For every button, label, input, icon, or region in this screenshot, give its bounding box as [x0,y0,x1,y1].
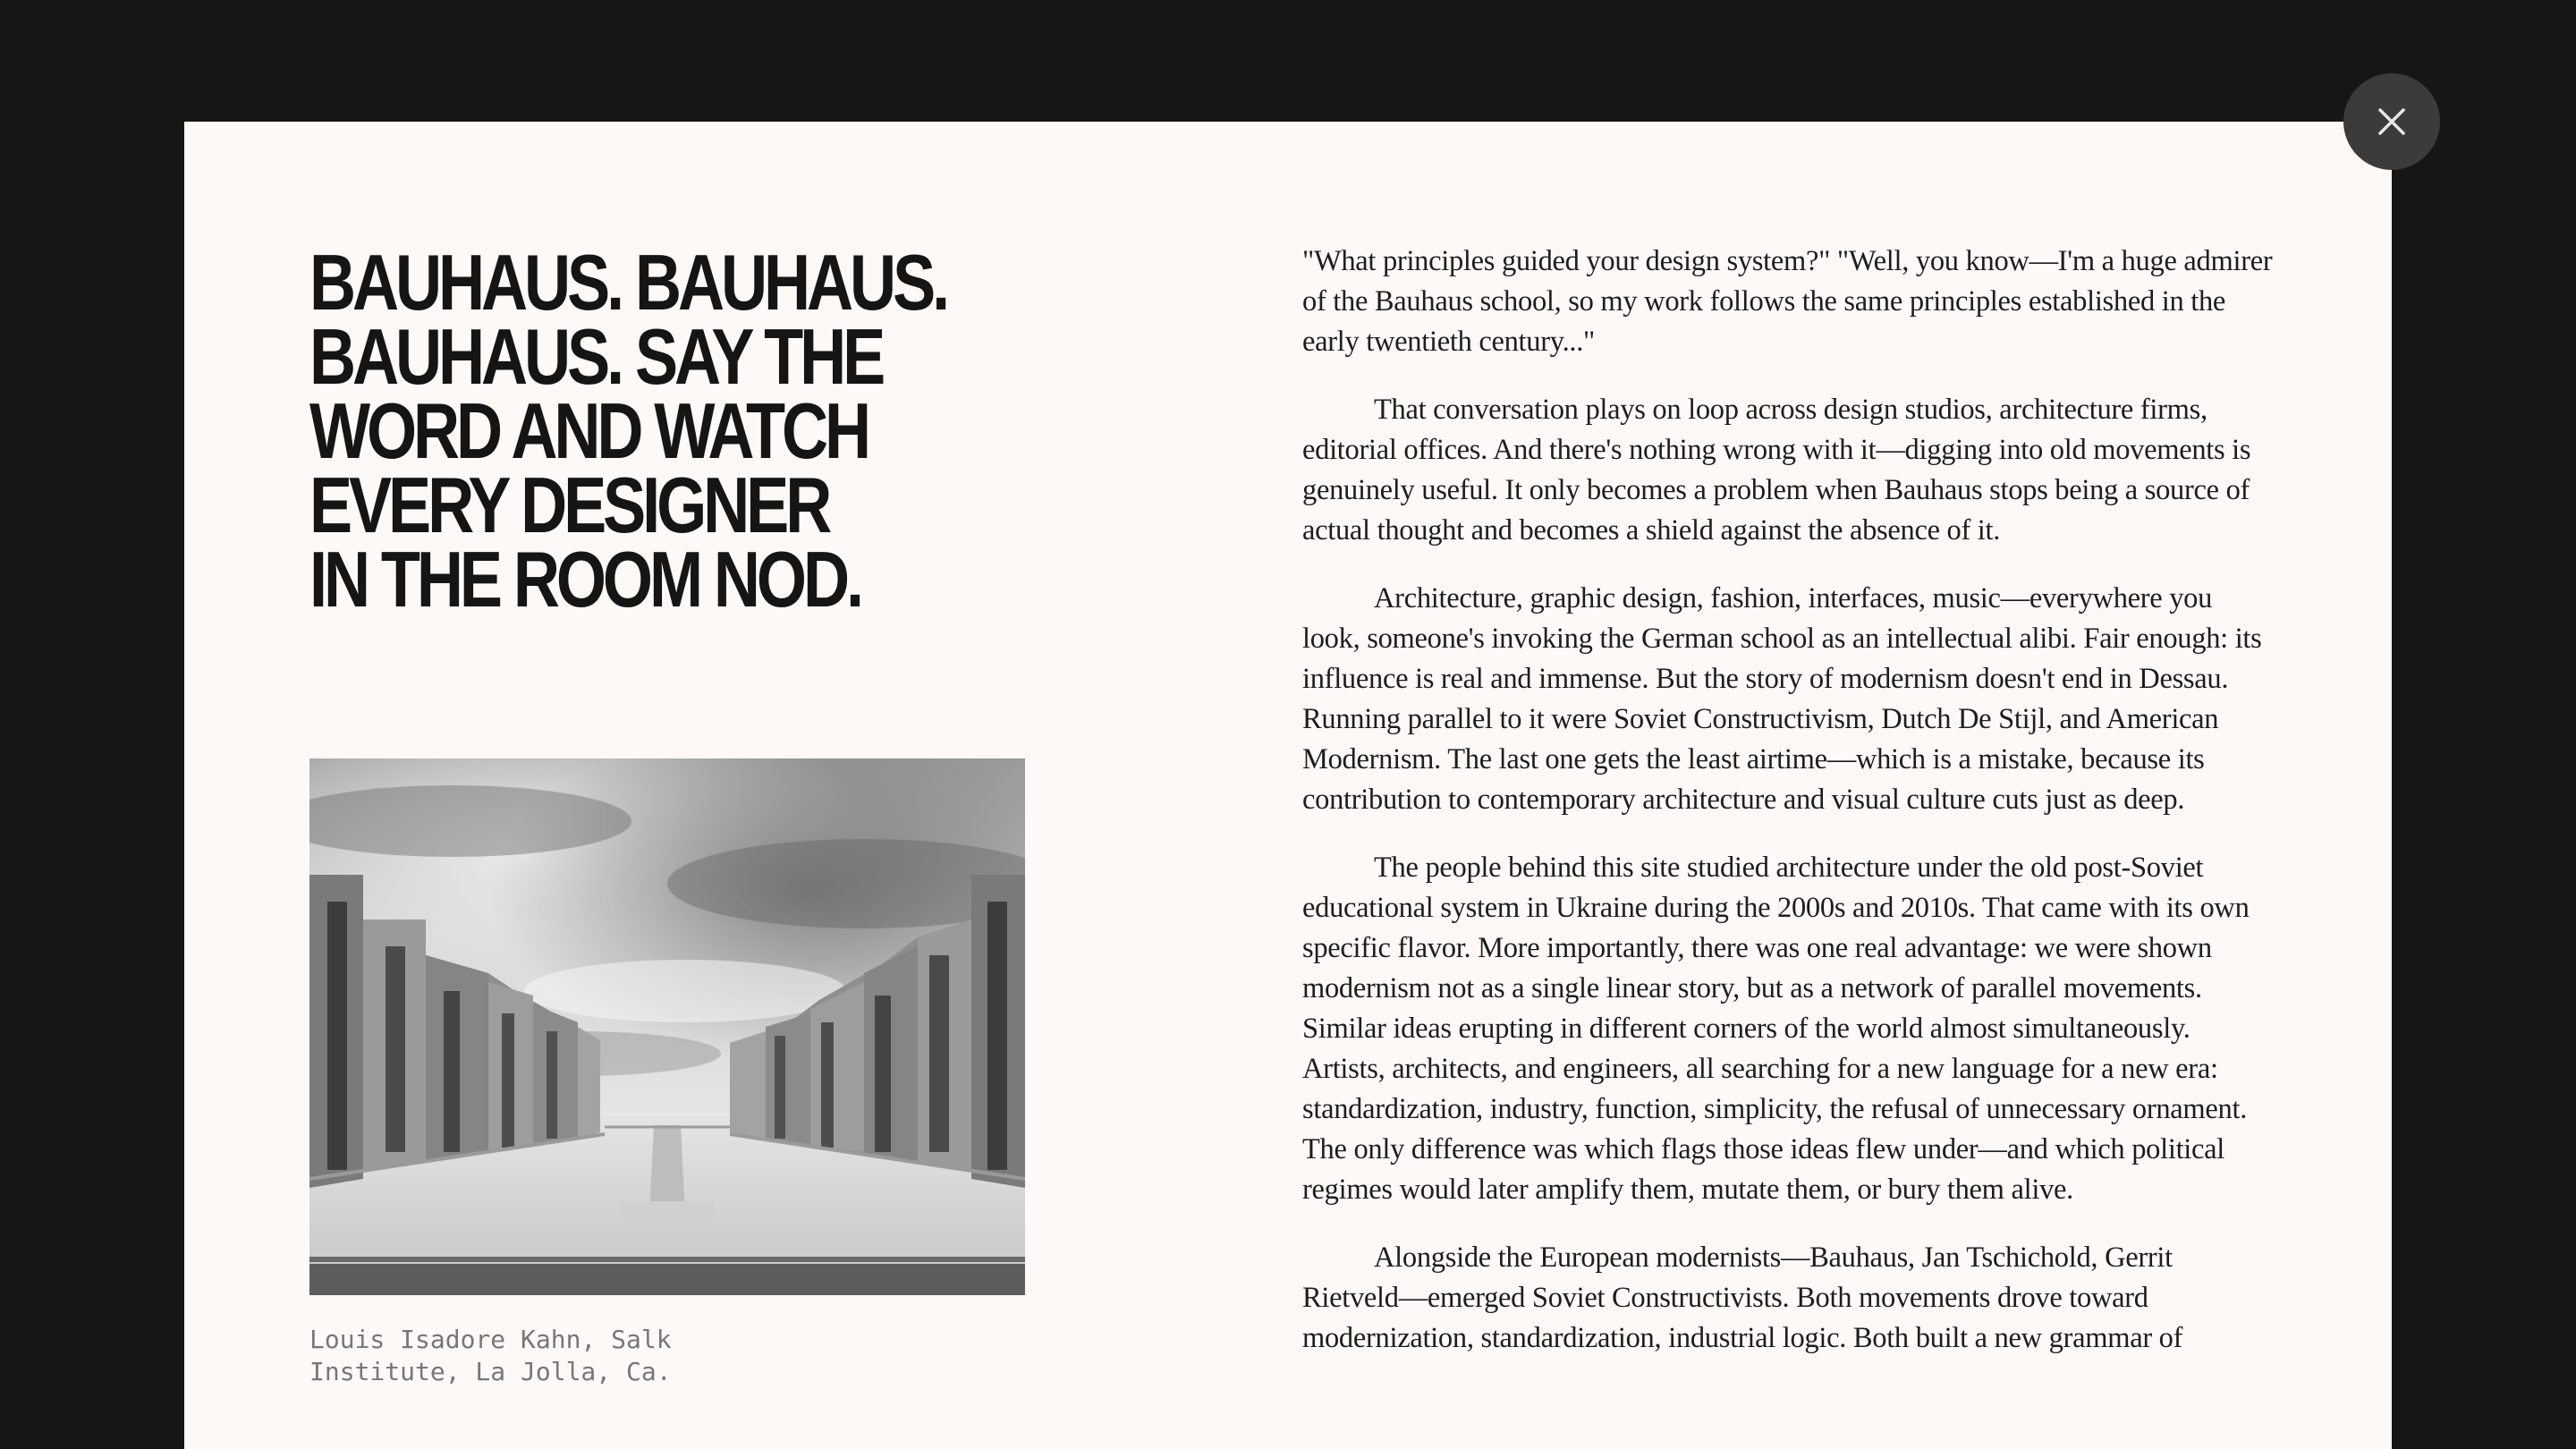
close-icon [2377,106,2407,137]
headline-line: BAUHAUS. BAUHAUS. [309,238,947,326]
headline-line: BAUHAUS. SAY THE [309,312,883,401]
article-headline [309,238,970,623]
headline-line: IN THE ROOM NOD. [309,535,860,623]
article-modal [184,122,2392,1449]
salk-institute-photo [309,758,1025,1295]
article-paragraph: Architecture, graphic design, fashion, interfaces, music—everywhere you look, someone's invoking the German school as an intellectual alibi. Fair enough: its influence is real and immense. But the story of modernism doesn't end in Dessau. Running parallel to it were Soviet Constructivism, Dutch De Stijl, and American Modernism. The last one gets the least airtime—which is a mistake, because its contribution to contemporary architecture and visual culture cuts just as deep. [1302,582,2262,816]
photo-caption [309,1324,757,1388]
caption-line: Institute, La Jolla, Ca. [309,1357,672,1386]
article-paragraph: That conversation plays on loop across design studios, architecture firms, editorial offices. And there's nothing wrong with it—digging into old movements is genuinely useful. It only becomes a problem when Bauhaus stops being a source of actual thought and becomes a shield against the absence of it. [1302,394,2251,547]
article-body [1302,242,2273,1386]
article-paragraph: Alongside the European modernists—Bauhaus, Jan Tschichold, Gerrit Rietveld—emerged Soviet Constructivists. Both movements drove toward modernization, standardization, industrial logic. Both built a new grammar of [1302,1241,2183,1354]
headline-line: EVERY DESIGNER [309,461,829,549]
article-paragraph: "What principles guided your design system?" "Well, you know—I'm a huge admirer of the Bauhaus school, so my work follows the same principles established in the early twentieth century..." [1302,245,2273,358]
headline-line: WORD AND WATCH [309,386,869,475]
close-button[interactable] [2343,73,2440,170]
headline-column [309,238,1114,623]
article-paragraph: The people behind this site studied architecture under the old post-Soviet educational system in Ukraine during the 2000s and 2010s. That came with its own specific flavor. More importantly, there was one real advantage: we were shown modernism not as a single linear story, but as a network of parallel movements. Similar ideas erupting in different corners of the world almost simultaneously. Artists, architects, and engineers, all searching for a new language for a new era: standardization, industry, function, simplicity, the refusal of unnecessary ornament. The only difference was which flags those ideas flew under—and which political regimes would later amplify them, mutate them, or bury them alive. [1302,852,2250,1206]
caption-line: Louis Isadore Kahn, Salk [309,1325,672,1354]
